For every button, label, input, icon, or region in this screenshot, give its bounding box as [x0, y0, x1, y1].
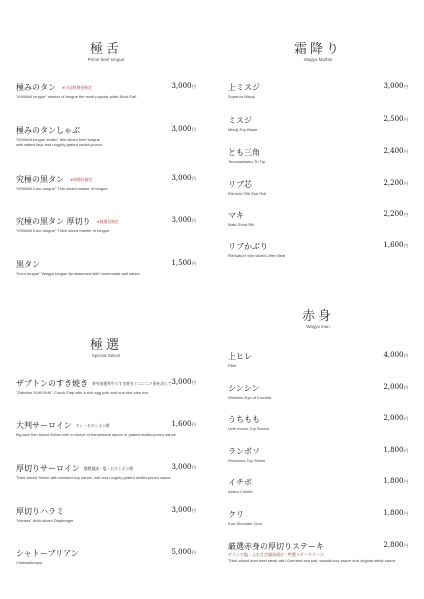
item-description: Tomosankaku-Tri Tip	[228, 159, 265, 164]
item-description: Ichibo-Culotte	[228, 489, 253, 494]
item-description: Chateaubriand	[16, 560, 43, 565]
item-description: Thick-sliced lean beef steak with Guerand sea salt, wasabi-soy sauce and original steak sauce	[228, 558, 396, 563]
item-description: Fillet	[228, 363, 237, 368]
menu-item	[16, 548, 196, 565]
item-description: ゲランド塩・ふわさび醤油漬け・特製ステーキソース	[228, 552, 324, 557]
item-price: 2,500円	[383, 115, 408, 123]
item-name: 上ヒレ	[228, 352, 252, 361]
item-price: 3,000円	[171, 125, 196, 133]
menu-item	[228, 383, 408, 400]
menu-item	[228, 115, 408, 132]
item-description: Thick-sliced Sirloin with smoked soy sauce, salt and roughly grated radish-ponzu sauce	[16, 475, 171, 480]
item-name: 究極の黒タン 厚切り ※料理長指定	[16, 217, 119, 226]
item-price: 3,000円	[171, 82, 196, 90]
item-price: 3,000円	[171, 378, 196, 386]
menu-item	[228, 82, 408, 99]
item-price: 3,000円	[383, 82, 408, 90]
item-price: 1,500円	[171, 259, 196, 267]
item-price: 2,400円	[383, 147, 408, 155]
item-price: 1,600円	[171, 420, 196, 428]
menu-item	[16, 259, 196, 276]
item-price: 1,800円	[383, 509, 408, 517]
section-subtitle: Prime beef tongue	[87, 57, 125, 62]
item-description: Rib'kaburi' thin sliced Lifter Meat	[228, 253, 286, 258]
item-description: "Harami" thick-sliced Diaphragm	[16, 518, 74, 523]
item-description: Rumboso-Top Sirloin	[228, 458, 266, 463]
item-description: Uchi momo-Top Round	[228, 426, 269, 431]
item-description: "Zabuton SUKIYAKI" Chuck Flap with a rich egg yolk and one-bite size rice	[16, 390, 149, 395]
item-description: "KIWAMI Kuro tongue" Thin sliced master of tongue	[16, 186, 108, 191]
item-price: 2,000円	[383, 414, 408, 422]
item-name: リブかぶり	[228, 242, 268, 251]
section-prime-beef-tongue	[16, 38, 196, 288]
item-description: "Kuro tongue" Wagyu tongue tip seasoned with homemade salt sauce	[16, 271, 140, 276]
item-name: とも三角	[228, 148, 260, 157]
item-price: 1,800円	[383, 446, 408, 454]
item-price: 2,200円	[383, 179, 408, 187]
item-name: 厚切りハラミ	[16, 507, 64, 516]
item-price: 3,000円	[171, 463, 196, 471]
item-name: シンシン	[228, 384, 260, 393]
item-description: Shinshin-Eye of Knuckle	[228, 395, 272, 400]
menu-item	[228, 351, 408, 368]
section-wagyu-lean	[228, 305, 408, 590]
item-price: 1,600円	[383, 241, 408, 249]
section-title: 極舌	[89, 42, 122, 57]
item-description: "KIWAMI tongue shabu" thin sliced beef tongue	[16, 137, 100, 142]
item-name: リブ芯	[228, 180, 252, 189]
item-description: Superior Misuji	[228, 94, 255, 99]
item-price: 2,000円	[383, 383, 408, 391]
section-subtitle: Special Select	[91, 353, 121, 358]
menu-item	[16, 378, 196, 395]
item-name: 黒タン	[16, 260, 40, 269]
menu-item	[228, 446, 408, 463]
item-price: 3,000円	[171, 216, 196, 224]
item-name: 極みのタンしゃぶ	[16, 126, 80, 135]
menu-item	[228, 414, 408, 431]
section-special-select	[16, 334, 196, 584]
item-name: ランボソ	[228, 447, 260, 456]
item-name: 厳選赤身の厚切りステーキ	[228, 542, 324, 551]
item-description: "KIWAMI tongue" master of tongue the most popular plate,Must Eat!	[16, 94, 137, 99]
item-description: Rib'shin'-Rib Eye Roll	[228, 191, 267, 196]
menu-item	[16, 506, 196, 523]
section-title: 極選	[89, 338, 122, 353]
item-description: Maki-Short Rib	[228, 222, 255, 227]
item-description: Big size thin sliced Sirloin with a choice of homemade sauce or grated radish-ponzu sauce	[16, 432, 176, 437]
menu-item	[16, 82, 196, 99]
item-price: 5,000円	[171, 548, 196, 556]
item-price: 2,200円	[383, 210, 408, 218]
menu-item	[16, 174, 196, 191]
item-name: うちもも	[228, 415, 260, 424]
item-price: 3,000円	[171, 506, 196, 514]
item-description: Kuri-Shoulder Clod	[228, 521, 262, 526]
item-name: 厚切りサーロイン 燻製醤油・塩・おろしポン酢	[16, 464, 134, 473]
item-name: 大判サーロイン タレ・おろしポン酢	[16, 421, 110, 430]
menu-item	[228, 210, 408, 227]
item-name: クリ	[228, 510, 244, 519]
section-title: 霜降り	[293, 42, 342, 57]
item-name: マキ	[228, 211, 244, 220]
item-badge: ※料理長指定	[70, 177, 93, 182]
item-name: 極みのタン ※当店料理長指定	[16, 83, 92, 92]
item-name: イチボ	[228, 478, 252, 487]
section-subtitle: Wagyu lean	[306, 324, 330, 329]
menu-item	[228, 241, 408, 258]
item-name: 上ミスジ	[228, 83, 260, 92]
item-description: Misuji-Top Blade	[228, 127, 258, 132]
section-title: 赤身	[301, 309, 334, 324]
item-note: 黄身黒蜜和牛のすき焼きとニンニク卵を添えて	[92, 381, 172, 386]
section-wagyu-marble	[228, 38, 408, 278]
item-name: 究極の黒タン ※料理長指定	[16, 175, 93, 184]
item-name: シャトーブリアン	[16, 549, 79, 558]
item-name: ミスジ	[228, 116, 252, 125]
item-price: 2,800円	[383, 541, 408, 549]
item-price: 1,800円	[383, 477, 408, 485]
menu-item	[228, 509, 408, 526]
item-badge: ※当店料理長指定	[62, 85, 92, 90]
item-price: 3,000円	[171, 174, 196, 182]
section-subtitle: Wagyu Marble	[303, 57, 333, 62]
menu-item	[16, 420, 196, 437]
menu-item	[228, 147, 408, 164]
item-badge: ※料理長指定	[96, 219, 119, 224]
item-price: 4,000円	[383, 351, 408, 359]
item-note: タレ・おろしポン酢	[75, 423, 110, 428]
item-description: "KIWAMI Kuro tongue" Thick sliced master of tongue	[16, 228, 110, 233]
menu-item	[16, 216, 196, 233]
menu-item	[228, 477, 408, 494]
item-name: ザブトンのすき焼き 黄身黒蜜和牛のすき焼きとニンニク卵を添えて	[16, 379, 172, 388]
menu-item	[16, 463, 196, 480]
menu-item	[16, 125, 196, 147]
item-description: with salted kelp and roughly grated radish-ponzu	[16, 142, 103, 147]
menu-item	[228, 541, 408, 563]
menu-item	[228, 179, 408, 196]
item-note: 燻製醤油・塩・おろしポン酢	[83, 466, 134, 471]
